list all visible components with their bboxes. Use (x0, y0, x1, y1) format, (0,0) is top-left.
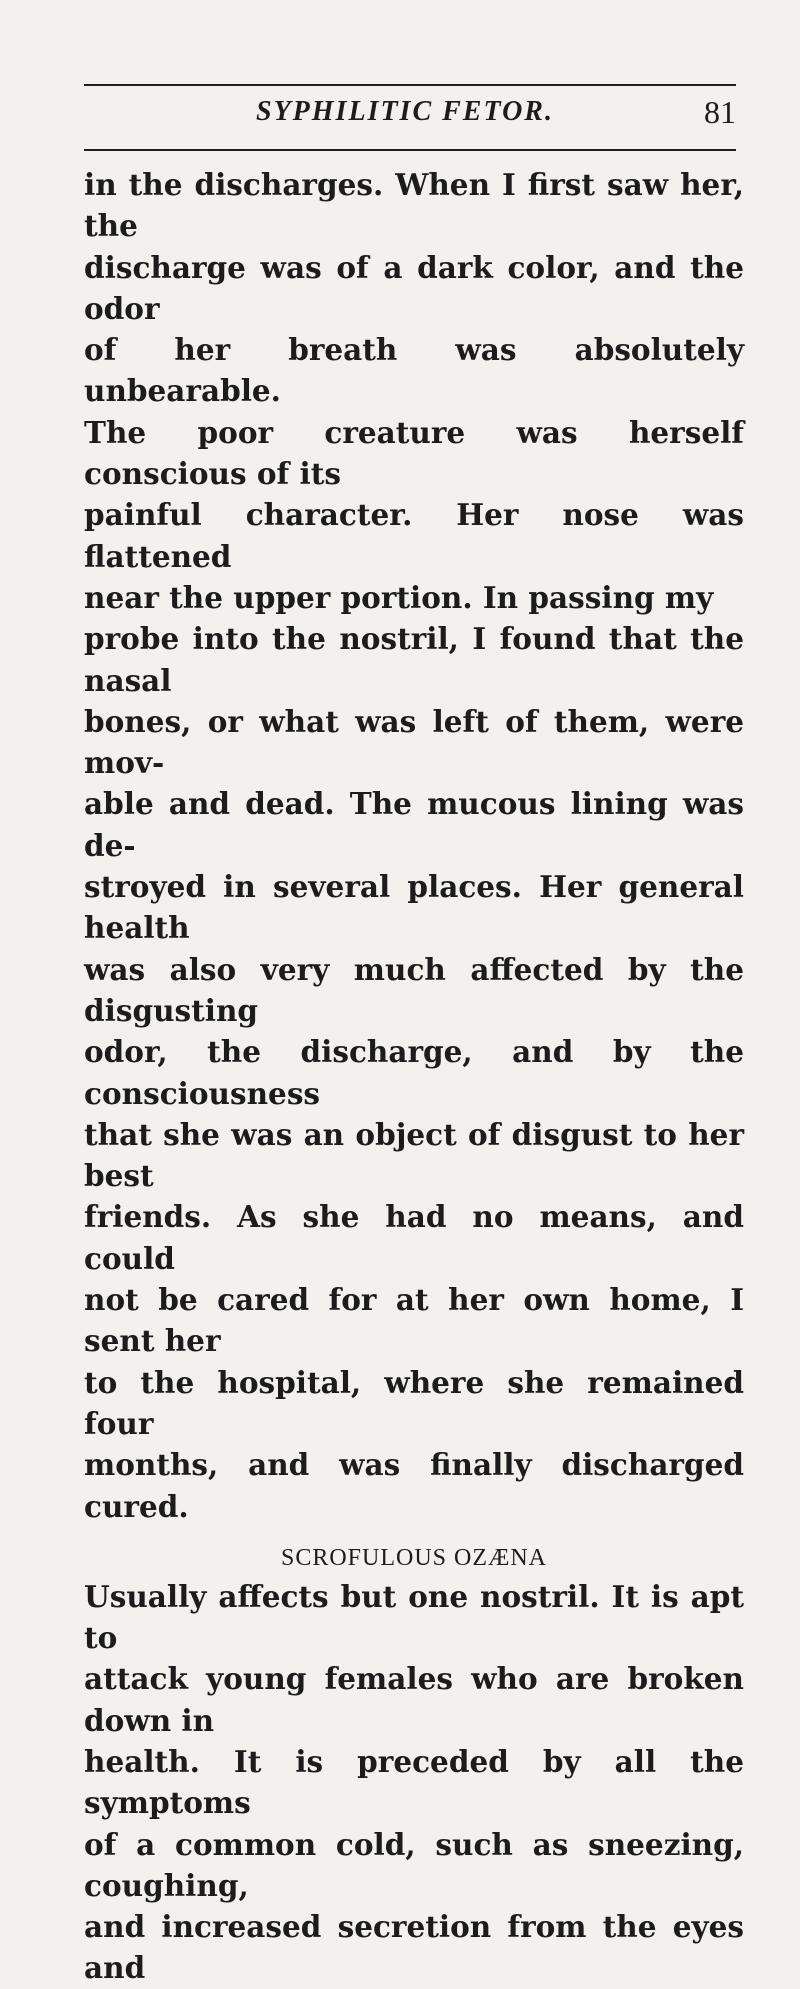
section-heading: SCROFULOUS OZÆNA (280, 1544, 548, 1571)
header-rule-top (84, 84, 736, 86)
header-rule-bottom (84, 149, 736, 151)
paragraph: Usually affects but one nostril. It is apt to attack young females who are broken down in health. It is preceded by all the symptoms of a common cold, such as sneezing, coughing, and increased secretion from the eyes and (84, 1578, 744, 1986)
page-number: 81 (704, 94, 736, 130)
running-head: SYPHILITIC FETOR. (256, 96, 554, 127)
body-text (84, 164, 744, 1989)
paragraph: in the discharges. When I first saw her, the discharge was of a dark color, and the odor of her breath was absolutely unbearable. The poor creature was herself conscious of its painful character. Her nose was flattened near the upper portion. In passing my probe into the nostril, I found that the nasal bones, or what was left of them, were mov- able and dead. The mucous lining was de- stroyed in several places. Her general health was also very much affected by the disgusting odor, the discharge, and by the consciousness that she was an object of disgust to her best friends. As she had no means, and could not be cared for at her own home, I sent her to the hospital, where she remained four months, and was finally discharged cured. (84, 167, 744, 1524)
page-header (84, 94, 736, 138)
